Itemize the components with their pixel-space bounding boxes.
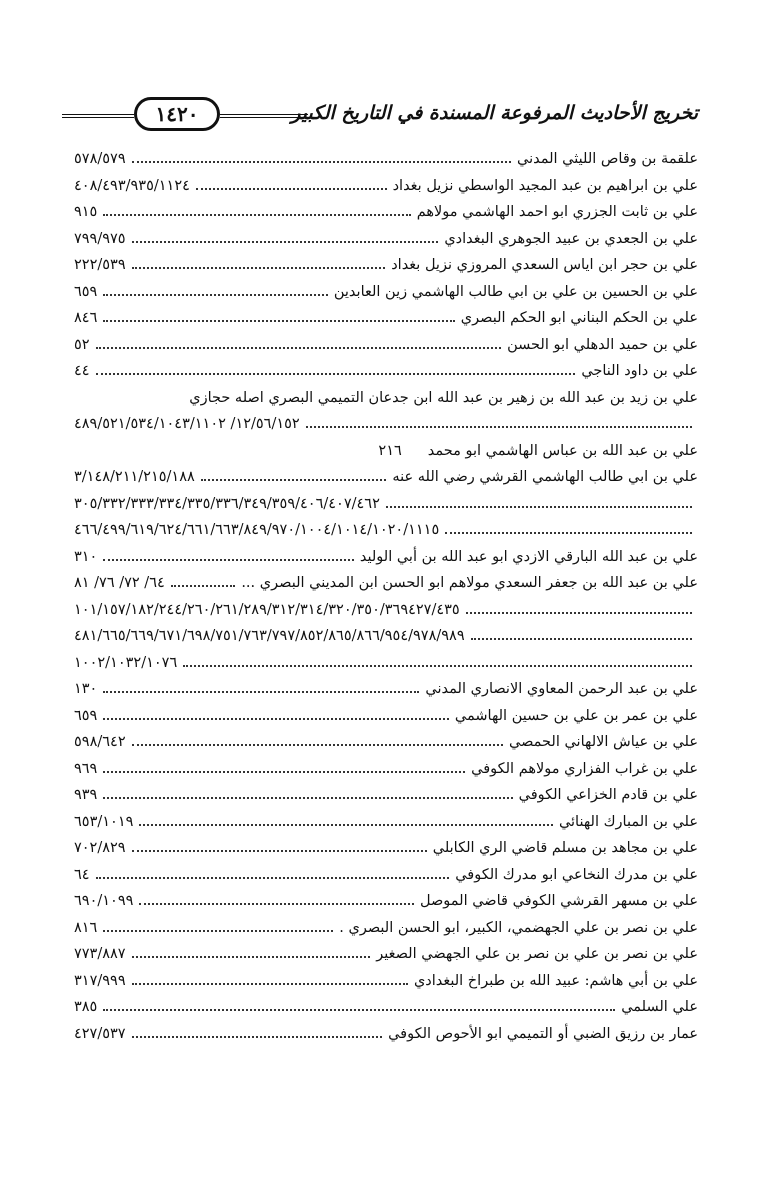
dot-leader [96,877,450,879]
dot-leader [103,930,333,932]
index-entry [62,146,698,173]
dot-leader [132,241,439,243]
dot-leader [103,294,328,296]
dot-leader [306,426,692,428]
index-entry [62,279,698,306]
index-entry [62,703,698,730]
index-entry [62,862,698,889]
entry-name: علي بن ثابت الجزري ابو احمد الهاشمي مولاهم [416,204,698,220]
entry-name: علي السلمي [621,999,698,1015]
entry-name: علقمة بن وقاص الليثي المدني [517,151,698,167]
entry-name: علي بن الجعدي بن عبيد الجوهري البغدادي [444,230,698,247]
entry-page-refs: ٥٩٨/٦٤٢ [74,734,126,750]
dot-leader [183,665,692,667]
dot-leader [103,214,410,216]
entry-page-refs: ٦٥٩ [73,283,98,300]
entry-page-refs: ٢١٦ [378,442,402,459]
entry-page-refs: ٣٠٥/٣٣٢/٣٣٣/٣٣٤/٣٣٥/٣٣٦/٣٤٩/٣٥٩/٤٠٦/٤٠٧/٤٦٢ [74,495,380,512]
index-entry-continuation [62,491,698,518]
entry-page-refs: ٦٩٠/١٠٩٩ [74,893,134,909]
dot-leader [132,1036,382,1038]
index-entry-continuation [62,411,698,438]
entry-page-refs: ٣١٧/٩٩٩ [74,972,126,989]
index-entry [62,994,698,1021]
index-entry [62,782,698,809]
index-entry [62,1021,698,1048]
entry-name: علي بن حجر ابن اياس السعدي المروزي نزيل بغداد [391,257,698,273]
entry-page-refs: ٦٥٣/١٠١٩ [74,813,134,830]
entry-name: علي بن عبد الرحمن المعاوي الانصاري المدني [425,681,698,697]
entry-page-refs: ٨١٦ [73,919,98,936]
dot-leader [139,903,414,905]
page-header [62,92,698,138]
index-entry [62,835,698,862]
dot-leader [103,559,354,561]
dot-leader [132,956,371,958]
index-entry [62,888,698,915]
entry-page-refs: ١٢/٥٦/١٥٢/ ٤٨٩/٥٢١/٥٣٤/١٠٤٣/١١٠٢ [73,416,300,432]
index-entry [62,968,698,995]
index-entry-continuation [62,650,698,677]
index-entry [62,941,698,968]
entry-name: علي بن ابراهيم بن عبد المجيد الواسطي نزيل بغداد [392,177,698,194]
entry-page-refs: ٤٢٧/٥٣٧ [73,1025,126,1042]
entry-page-refs: ٥٢ [74,336,90,353]
index-entry [62,756,698,783]
entry-name: علي بن عبد الله البارقي الازدي ابو عبد الله بن أبي الوليد [359,548,698,565]
index-entry [62,729,698,756]
index-entry [62,305,698,332]
page-number-badge [134,97,220,131]
entry-name: علي بن الحسين بن علي بن ابي طالب الهاشمي زين العابدين [333,283,698,300]
entry-page-refs: ٥٧٨/٥٧٩ [74,151,126,167]
entry-page-refs: ٦٤ [73,866,90,883]
entry-name: علي بن نصر بن علي بن نصر بن علي الجهضي الصغير [376,946,698,962]
entry-page-refs: ١٠٠٢/١٠٣٢/١٠٧٦ [74,654,178,671]
dot-leader [103,718,449,720]
entry-name: علي بن الحكم البناني ابو الحكم البصري [460,310,698,326]
entry-page-refs: ٧٧٣/٨٨٧ [73,946,126,962]
entry-page-refs: ٢٢٢/٥٣٩ [74,257,126,273]
entry-name: علي بن عبد الله بن عباس الهاشمي ابو محمد [427,442,698,459]
dot-leader [171,585,236,587]
entry-page-refs: ٣٨٥ [73,999,98,1015]
entry-page-refs: ١٠١/١٥٧/١٨٢/٢٤٤/٢٦٠/٢٦١/٢٨٩/٣١٢/٣١٤/٣٢٠/٣٥٠/٣٦٩٤٢٧/٤٣٥ [74,601,460,618]
dot-leader [132,850,427,852]
dot-leader [103,771,465,773]
index-entry-continuation [62,597,698,624]
entry-name: علي بن عمر بن علي بن حسين الهاشمي [454,707,698,724]
entry-name: علي بن حميد الدهلي ابو الحسن [507,336,698,353]
dot-leader [386,506,692,508]
dot-leader [132,267,386,269]
entry-page-refs: ٤٠٨/٤٩٣/٩٣٥/١١٢٤ [74,177,190,194]
entry-name: علي بن ابي طالب الهاشمي القرشي رضي الله عنه [392,469,698,485]
index-entry [62,676,698,703]
page-number: ١٤٢٠ [155,102,199,126]
index-entry [62,226,698,253]
entry-page-refs: ٨٤٦ [74,310,98,326]
index-entry [62,464,698,491]
index-entry [62,438,698,465]
entry-name: علي بن قادم الخزاعي الكوفي [518,787,698,803]
dot-leader [201,479,387,481]
dot-leader [132,983,408,985]
dot-leader [103,797,512,799]
entry-page-refs: ٧٠٢/٨٢٩ [73,840,126,856]
header-rule-left [62,114,134,118]
dot-leader [471,638,692,640]
index-entry [62,173,698,200]
entry-page-refs: ٩١٥ [73,204,98,220]
entry-name: علي بن عبد الله بن جعفر السعدي مولاهم ابو الحسن ابن المديني البصري ... [241,575,698,591]
entry-page-refs: ٤٤ [73,363,90,379]
index-entries [62,146,698,1047]
index-entry [62,570,698,597]
index-entry [62,358,698,385]
entry-name: علي بن غراب الفزاري مولاهم الكوفي [471,760,698,777]
entry-page-refs: ٧٩٩/٩٧٥ [73,230,126,247]
index-entry [62,544,698,571]
entry-page-refs: ٣١٠ [73,548,98,565]
entry-page-refs: ٩٣٩ [73,787,98,803]
entry-name: علي بن داود الناجي [581,363,698,379]
dot-leader [96,347,502,349]
entry-name: علي بن مدرك النخاعي ابو مدرك الكوفي [455,866,698,883]
dot-leader [103,320,454,322]
running-title: تخريج الأحاديث المرفوعة المسندة في التاريخ الكبير [291,102,698,124]
entry-page-refs: ٤٦٦/٤٩٩/٦١٩/٦٢٤/٦٦١/٦٦٣/٨٤٩/٩٧٠/١٠٠٤/١٠١٤/١٠٢٠/١١١٥ [74,522,440,538]
dot-leader [96,373,576,375]
entry-page-refs: ٦٥٩ [73,707,98,724]
entry-name: علي بن زيد بن عبد الله بن زهير بن عبد الله ابن جدعان التميمي البصري اصله حجازي [189,389,698,406]
entry-name: علي بن نصر بن علي الجهضمي، الكبير، ابو الحسن البصري . [339,919,698,936]
index-entry [62,809,698,836]
dot-leader [103,691,419,693]
dot-leader [132,161,511,163]
entry-page-refs: ٤٨١/٦٦٥/٦٦٩/٦٧١/٦٩٨/٧٥١/٧٦٣/٧٩٧/٨٥٢/٨٦٥/٨٦٦/٩٥٤/٩٧٨/٩٨٩ [74,628,465,644]
entry-name: علي بن مسهر القرشي الكوفي قاضي الموصل [420,893,698,909]
dot-leader [196,188,387,190]
dot-leader [139,824,553,826]
entry-name: علي بن أبي هاشم: عبيد الله بن طبراخ البغدادي [413,972,698,989]
index-entry [62,915,698,942]
entry-name: عمار بن رزيق الضبي أو التميمي ابو الأحوص الكوفي [388,1025,698,1042]
index-entry [62,199,698,226]
entry-name: علي بن المبارك الهنائي [558,813,698,830]
dot-leader [103,1009,615,1011]
entry-name: علي بن مجاهد بن مسلم قاضي الري الكابلي [432,840,698,856]
entry-page-refs: ٣/١٤٨/٢١١/٢١٥/١٨٨ [74,469,195,485]
dot-leader [132,744,503,746]
index-entry [62,385,698,412]
entry-page-refs: ٩٦٩ [73,760,98,777]
dot-leader [445,532,692,534]
entry-page-refs: ١٣٠ [73,681,98,697]
entry-page-refs: ٦٤/ ٧٢/ ٧٦/ ٨١ [73,575,165,591]
index-entry-continuation [62,517,698,544]
index-entry [62,252,698,279]
index-entry [62,332,698,359]
index-entry-continuation [62,623,698,650]
entry-name: علي بن عياش الالهاني الحمصي [509,734,698,750]
dot-leader [466,612,692,614]
